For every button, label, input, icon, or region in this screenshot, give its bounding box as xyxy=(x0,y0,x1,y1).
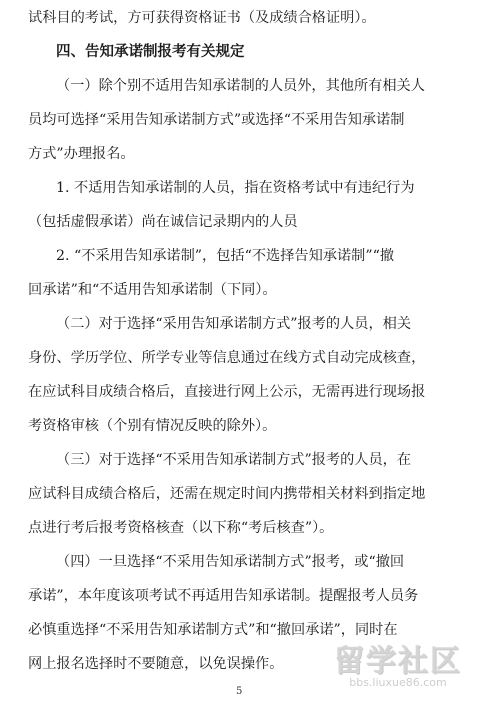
text-line: 网上报名选择时不要随意，以免误操作。 xyxy=(28,656,284,672)
text-line: （三）对于选择“不采用告知承诺制方式”报考的人员，在 xyxy=(56,452,412,468)
text-line: 应试科目成绩合格后，还需在规定时间内携带相关材料到指定地 xyxy=(28,486,426,502)
watermark-url: bbs.liuxue86.com xyxy=(349,676,447,689)
text-line: 1. 不适用告知承诺制的人员，指在资格考试中有违纪行为 xyxy=(56,180,415,196)
text-line: 点进行考后报考资格核查（以下称“考后核查”）。 xyxy=(28,520,334,536)
page-number: 5 xyxy=(236,686,243,697)
text-line: 试科目的考试，方可获得资格证书（及成绩合格证明）。 xyxy=(28,10,376,26)
text-line: 必慎重选择“不采用告知承诺制方式”和“撤回承诺”，同时在 xyxy=(28,622,398,638)
section-heading: 四、告知承诺制报考有关规定 xyxy=(56,44,245,60)
text-line: 员均可选择“采用告知承诺制方式”或选择“不采用告知承诺制 xyxy=(28,112,405,128)
text-line: 身份、学历学位、所学专业等信息通过在线方式自动完成核查， xyxy=(28,350,426,366)
text-line: 考资格审核（个别有情况反映的除外）。 xyxy=(28,418,277,434)
text-line: （二）对于选择“采用告知承诺制方式”报考的人员，相关 xyxy=(56,316,412,332)
text-line: （四）一旦选择“不采用告知承诺制方式”报考，或“撤回 xyxy=(56,554,405,570)
text-line: （包括虚假承诺）尚在诚信记录期内的人员 xyxy=(28,214,298,230)
text-line: 回承诺”和“不适用告知承诺制（下同）。 xyxy=(28,282,277,298)
text-line: 方式”办理报名。 xyxy=(28,146,135,162)
watermark xyxy=(334,636,462,689)
text-line: 在应试科目成绩合格后，直接进行网上公示，无需再进行现场报 xyxy=(28,384,426,400)
text-line: 2. “不采用告知承诺制”，包括“不选择告知承诺制”“撤 xyxy=(56,248,395,264)
text-line: （一）除个别不适用告知承诺制的人员外，其他所有相关人 xyxy=(56,78,425,94)
text-line: 承诺”，本年度该项考试不再适用告知承诺制。提醒报考人员务 xyxy=(28,588,419,604)
watermark-logo: 留学社区 xyxy=(334,644,462,679)
